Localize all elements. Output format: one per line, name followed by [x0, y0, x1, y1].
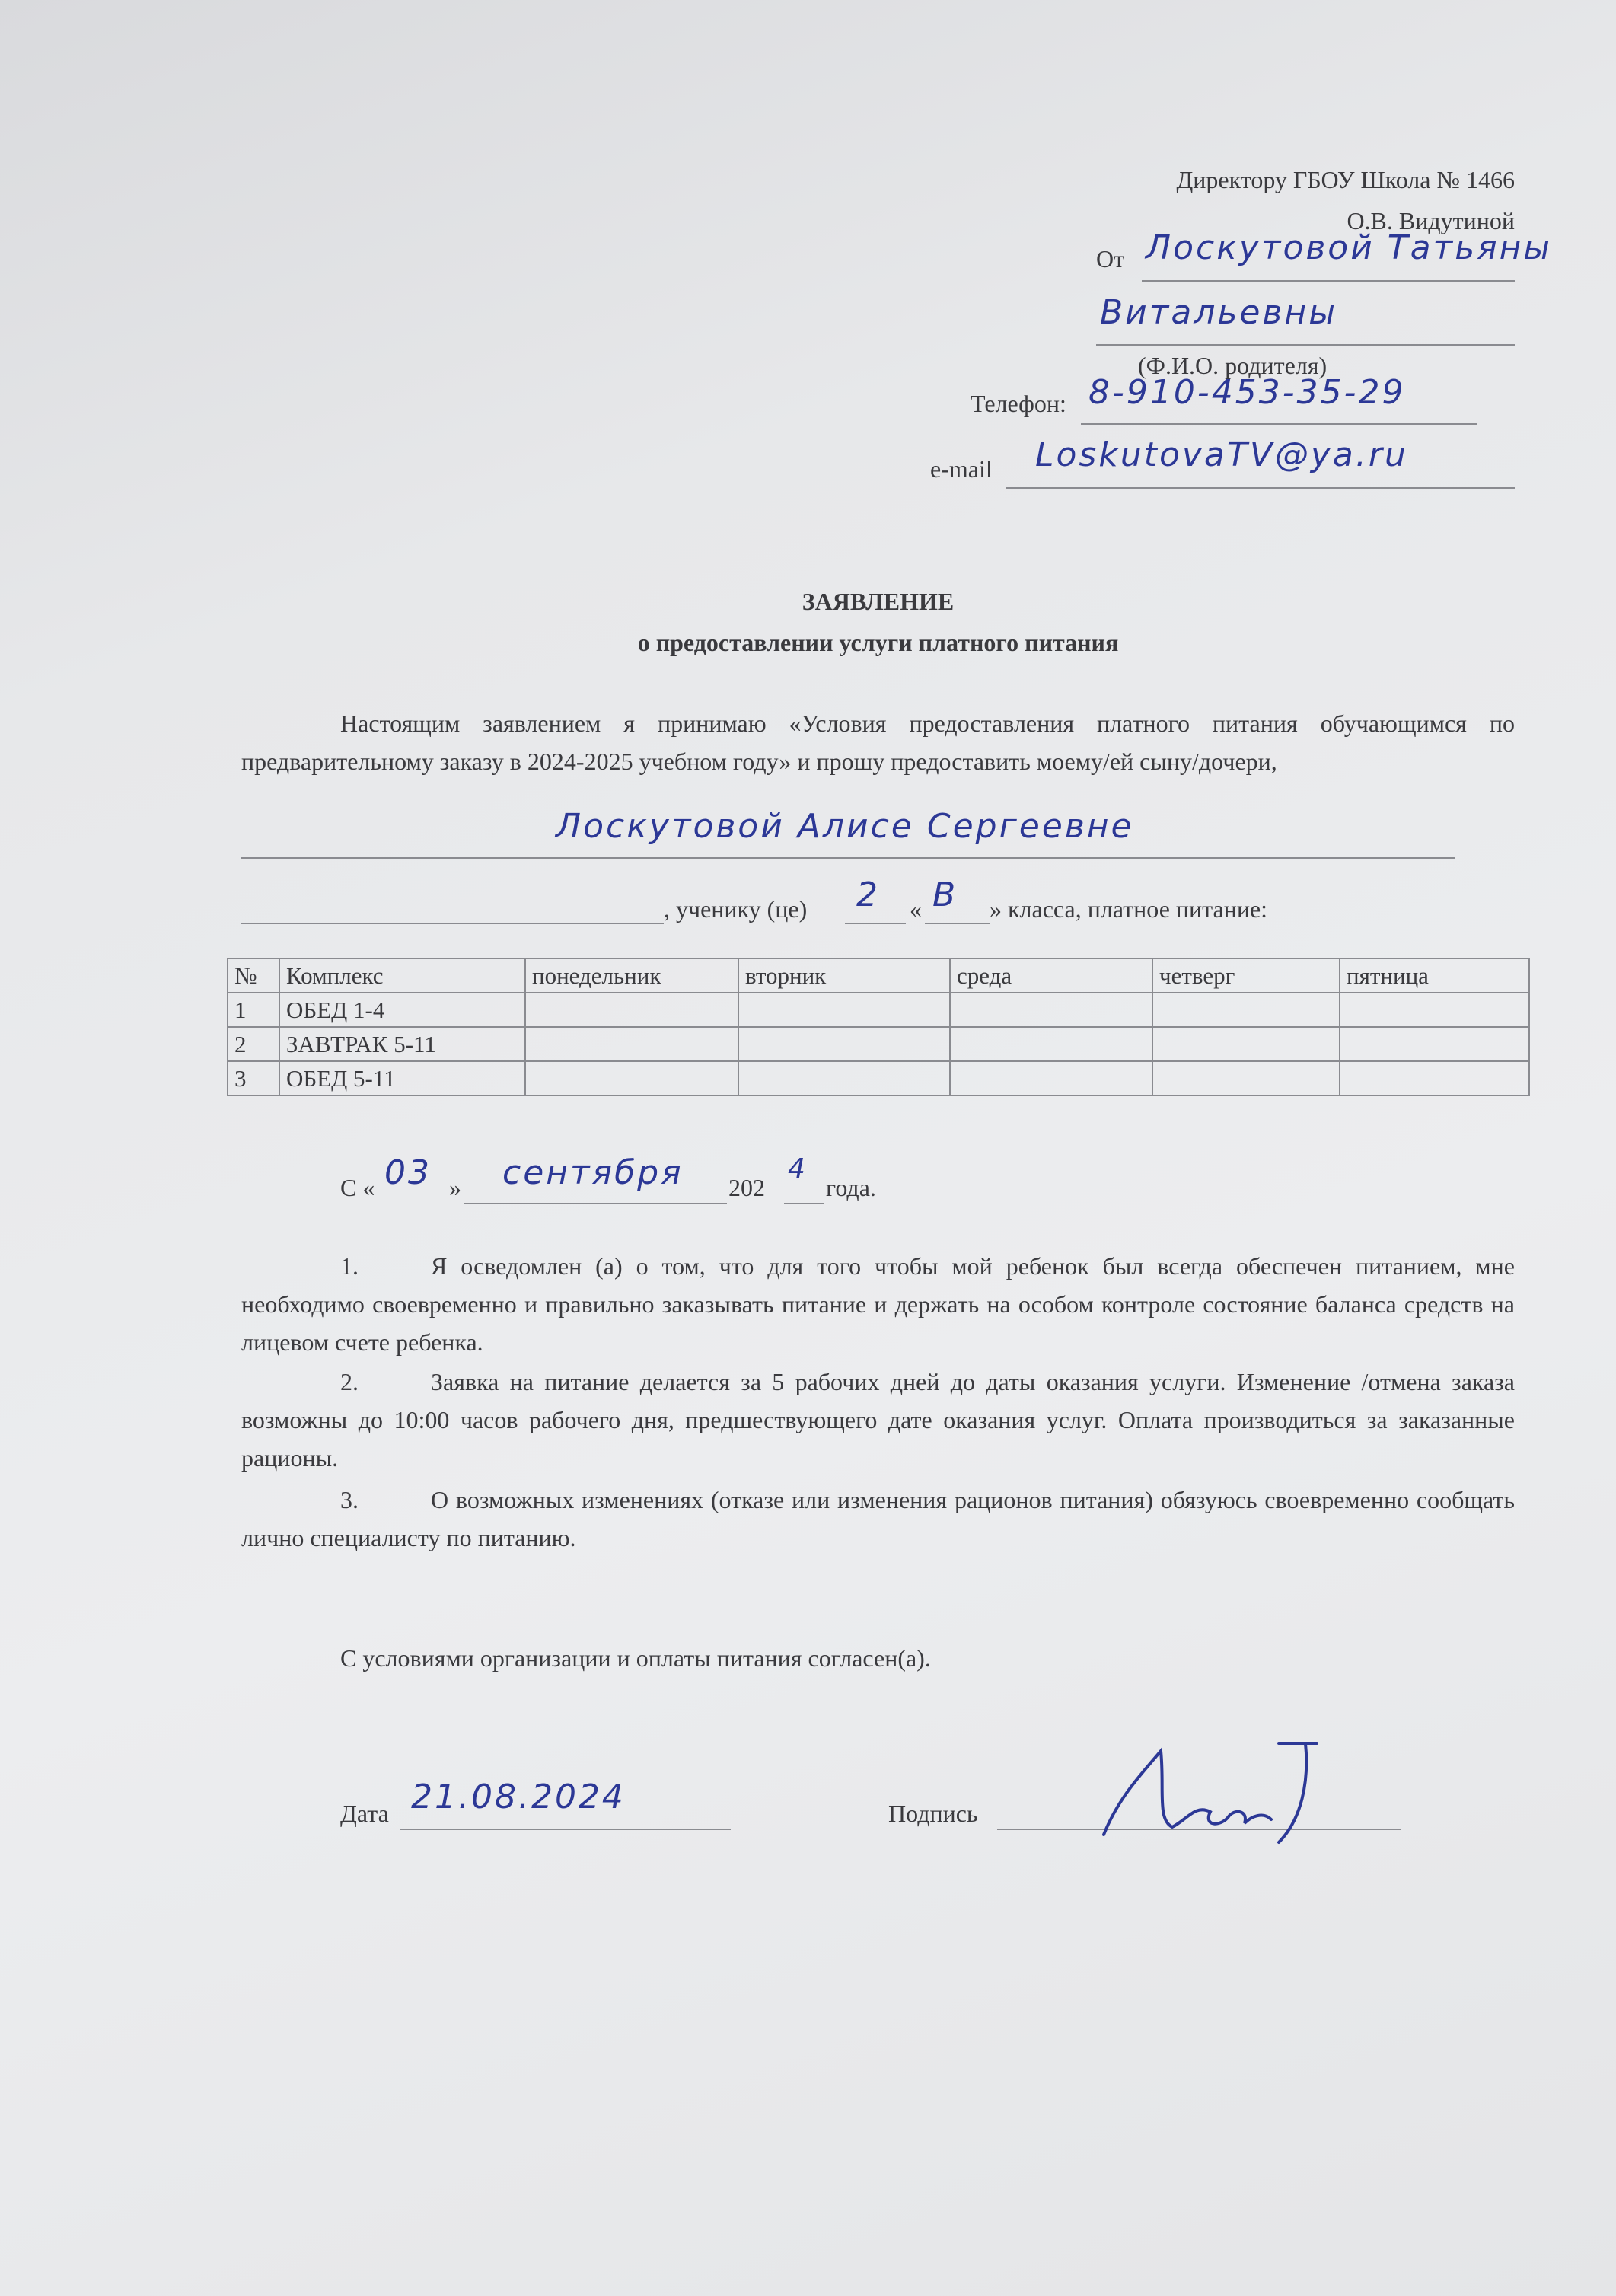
phone-label: Телефон:	[971, 390, 1066, 417]
table-row	[228, 1061, 1529, 1095]
signature-image	[1088, 1728, 1340, 1858]
phone-value: 8-910-453-35-29	[1088, 373, 1406, 412]
day-cell[interactable]	[1340, 1027, 1529, 1061]
item-3	[241, 1481, 1515, 1557]
header-cell: понедельник	[525, 958, 738, 993]
item-1-text: Я осведомлен (а) о том, что для того чтобы мой ребенок был всегда обеспечен питанием, мне необходимо своевременно и правильно заказывать питание и держать на особом контроле состояние баланса средств на лицевом счете ребенка.	[241, 1252, 1515, 1356]
signature-label: Подпись	[888, 1800, 978, 1827]
document-subtitle: о предоставлении услуги платного питания	[637, 629, 1119, 656]
class-suffix: » класса, платное питание:	[990, 895, 1268, 923]
row-complex: ОБЕД 5-11	[279, 1061, 525, 1095]
class-letter: В	[932, 875, 958, 914]
row-number: 1	[228, 993, 279, 1027]
day-cell[interactable]	[525, 1061, 738, 1095]
pupil-line	[241, 923, 664, 924]
item-3-text: О возможных изменениях (отказе или изменения рационов питания) обязуюсь своевременно сообщать лично специалисту по питанию.	[241, 1486, 1515, 1551]
day-cell[interactable]	[525, 1027, 738, 1061]
row-complex: ОБЕД 1-4	[279, 993, 525, 1027]
grade-line	[845, 923, 906, 924]
child-name: Лоскутовой Алисе Сергеевне	[556, 807, 1134, 846]
day-cell[interactable]	[525, 993, 738, 1027]
addressee: Директору ГБОУ Школа № 1466	[1176, 166, 1515, 193]
item-2-number: 2.	[340, 1368, 359, 1395]
date-line	[400, 1829, 731, 1830]
table-header-row	[228, 958, 1529, 993]
header-cell: четверг	[1152, 958, 1340, 993]
email-line	[1006, 487, 1515, 489]
table-row	[228, 1027, 1529, 1061]
grade-value: 2	[856, 875, 880, 914]
date-value: 21.08.2024	[411, 1778, 626, 1816]
pupil-label: , ученику (це)	[664, 895, 808, 923]
email-label: e-mail	[930, 455, 993, 483]
header-cell: вторник	[738, 958, 950, 993]
day-cell[interactable]	[1340, 993, 1529, 1027]
day-cell[interactable]	[1340, 1061, 1529, 1095]
item-2-text: Заявка на питание делается за 5 рабочих дней до даты оказания услуги. Изменение /отмена заказа возможны до 10:00 часов рабочего дня, предшествующего дате оказания услуг. Оплата производиться за заказанные рационы.	[241, 1368, 1515, 1472]
header-cell: №	[228, 958, 279, 993]
meal-table	[227, 958, 1530, 1096]
day-cell[interactable]	[950, 993, 1152, 1027]
month-line	[464, 1203, 727, 1204]
day-cell[interactable]	[1152, 1027, 1340, 1061]
start-day: 03	[384, 1153, 432, 1192]
day-cell[interactable]	[738, 1061, 950, 1095]
start-mid: »	[449, 1174, 461, 1201]
email-value: LoskutovaTV@ya.ru	[1035, 435, 1408, 474]
day-cell[interactable]	[950, 1027, 1152, 1061]
item-3-number: 3.	[340, 1486, 359, 1513]
day-cell[interactable]	[738, 1027, 950, 1061]
start-year-prefix: 202	[728, 1174, 765, 1201]
intro-paragraph: Настоящим заявлением я принимаю «Условия предоставления платного питания обучающимся по предварительному заказу в 2024-2025 учебном году» и прошу предоставить моему/ей сыну/дочери,	[241, 710, 1515, 775]
day-cell[interactable]	[1152, 1061, 1340, 1095]
from-label: От	[1096, 245, 1125, 273]
parent-line2	[1096, 344, 1515, 346]
day-cell[interactable]	[950, 1061, 1152, 1095]
document-title: ЗАЯВЛЕНИЕ	[802, 588, 955, 615]
class-open-quote: «	[910, 895, 922, 923]
row-number: 2	[228, 1027, 279, 1061]
item-2	[241, 1363, 1515, 1477]
parent-name-line1: Лоскутовой Татьяны	[1146, 228, 1553, 267]
item-1-number: 1.	[340, 1252, 359, 1280]
row-number: 3	[228, 1061, 279, 1095]
year-line	[784, 1203, 824, 1204]
day-cell[interactable]	[738, 993, 950, 1027]
class-line	[925, 923, 990, 924]
phone-line	[1081, 423, 1477, 425]
day-cell[interactable]	[1152, 993, 1340, 1027]
date-label: Дата	[340, 1800, 389, 1827]
parent-name-line2: Витальевны	[1100, 293, 1337, 332]
header-cell: Комплекс	[279, 958, 525, 993]
start-year-digit: 4	[788, 1153, 808, 1185]
header-cell: среда	[950, 958, 1152, 993]
start-month: сентября	[502, 1153, 684, 1192]
item-1	[241, 1247, 1515, 1361]
header-cell: пятница	[1340, 958, 1529, 993]
start-suffix: года.	[826, 1174, 876, 1201]
from-line	[1142, 280, 1515, 282]
row-complex: ЗАВТРАК 5-11	[279, 1027, 525, 1061]
table-row	[228, 993, 1529, 1027]
start-prefix: С «	[340, 1174, 375, 1201]
director-name: О.В. Видутиной	[1347, 207, 1515, 234]
agreement-text: С условиями организации и оплаты питания согласен(а).	[340, 1644, 931, 1672]
parent-caption: (Ф.И.О. родителя)	[1138, 352, 1328, 379]
child-name-line	[241, 857, 1455, 859]
